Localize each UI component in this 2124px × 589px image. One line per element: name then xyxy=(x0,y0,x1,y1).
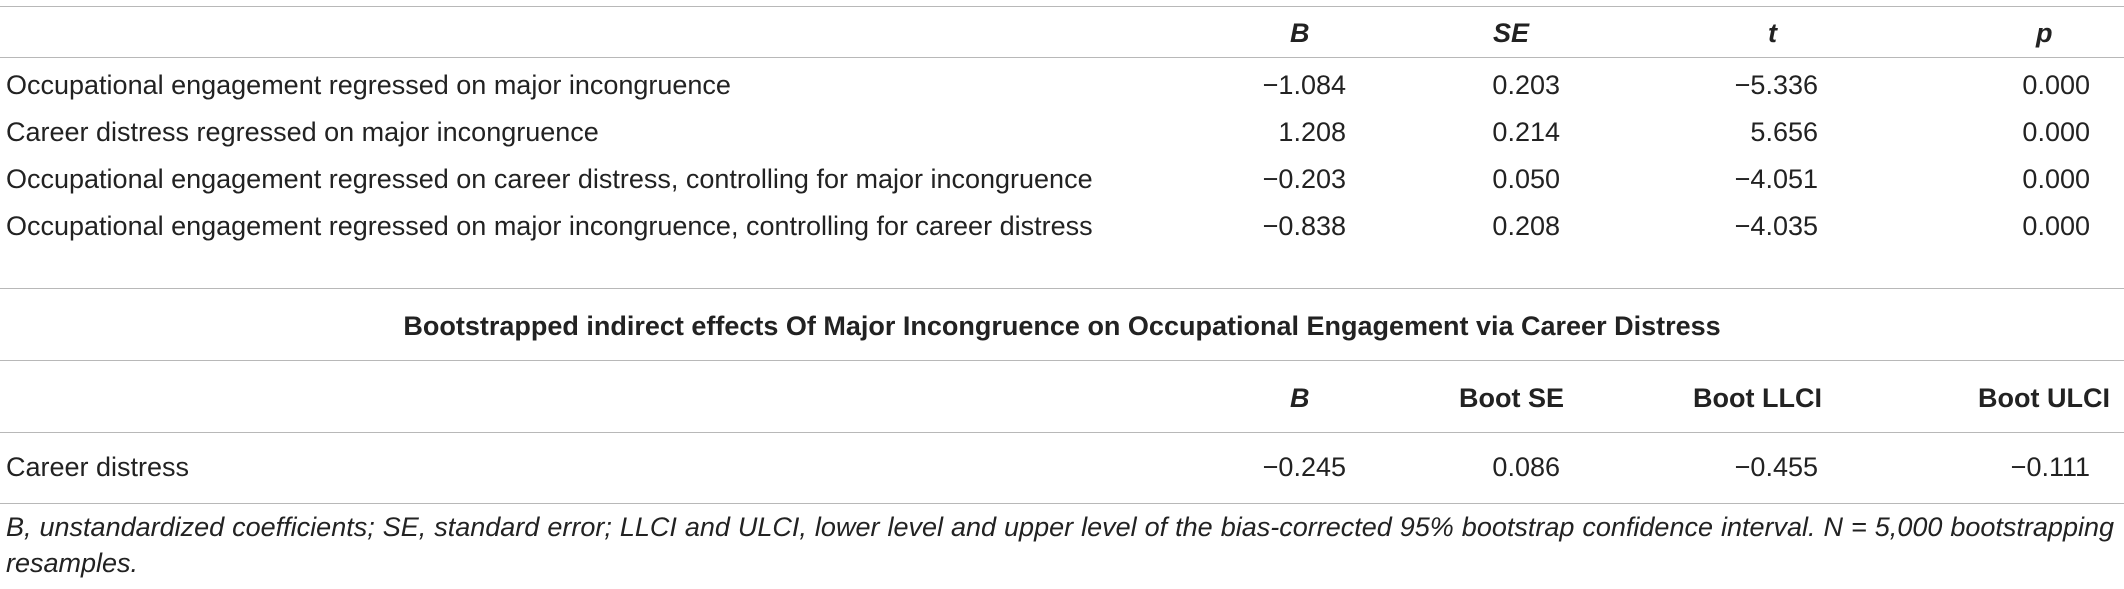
cell-b: −0.203 xyxy=(1262,164,1346,194)
cell-t: −5.336 xyxy=(1734,70,1818,100)
table-footnote: B, unstandardized coefficients; SE, standard error; LLCI and ULCI, lower level and upper level of the bias-corrected 95% bootstrap confidence interval. N = 5,000 bootstrapping resamples. xyxy=(6,512,2114,578)
header-rule xyxy=(0,57,2124,58)
cell-b: −0.838 xyxy=(1262,211,1346,241)
table-top-rule xyxy=(0,6,2124,7)
title-rule xyxy=(0,360,2124,361)
cell-p: 0.000 xyxy=(2022,211,2090,241)
cell-se: 0.203 xyxy=(1492,70,1560,100)
header-b: B xyxy=(1290,383,1310,413)
header-t: t xyxy=(1768,18,1777,48)
cell-p: 0.000 xyxy=(2022,70,2090,100)
cell-se: 0.214 xyxy=(1492,117,1560,147)
header-b: B xyxy=(1290,18,1310,48)
bootstrap-section-title: Bootstrapped indirect effects Of Major Incongruence on Occupational Engagement via Career Distress xyxy=(403,311,1721,341)
row-label: Occupational engagement regressed on major incongruence, controlling for career distress xyxy=(6,211,1093,241)
cell-t: −4.051 xyxy=(1734,164,1818,194)
row-label: Occupational engagement regressed on major incongruence xyxy=(6,70,731,100)
cell-p: 0.000 xyxy=(2022,164,2090,194)
row-label: Career distress regressed on major incongruence xyxy=(6,117,599,147)
table-bottom-rule xyxy=(0,503,2124,504)
cell-b: −0.245 xyxy=(1262,452,1346,482)
cell-t: −4.035 xyxy=(1734,211,1818,241)
header-boot-llci: Boot LLCI xyxy=(1693,383,1822,413)
header-boot-se: Boot SE xyxy=(1459,383,1564,413)
cell-t: 5.656 xyxy=(1750,117,1818,147)
cell-se: 0.050 xyxy=(1492,164,1560,194)
cell-p: 0.000 xyxy=(2022,117,2090,147)
header-boot-ulci: Boot ULCI xyxy=(1978,383,2110,413)
cell-b: 1.208 xyxy=(1278,117,1346,147)
row-label: Occupational engagement regressed on career distress, controlling for major incongruence xyxy=(6,164,1093,194)
cell-boot-llci: −0.455 xyxy=(1734,452,1818,482)
cell-boot-se: 0.086 xyxy=(1492,452,1560,482)
cell-boot-ulci: −0.111 xyxy=(2010,452,2090,482)
cell-se: 0.208 xyxy=(1492,211,1560,241)
header-p: p xyxy=(2036,18,2053,48)
section-rule xyxy=(0,288,2124,289)
row-label: Career distress xyxy=(6,452,190,482)
header-se: SE xyxy=(1493,18,1530,48)
cell-b: −1.084 xyxy=(1262,70,1346,100)
header-rule-2 xyxy=(0,432,2124,433)
